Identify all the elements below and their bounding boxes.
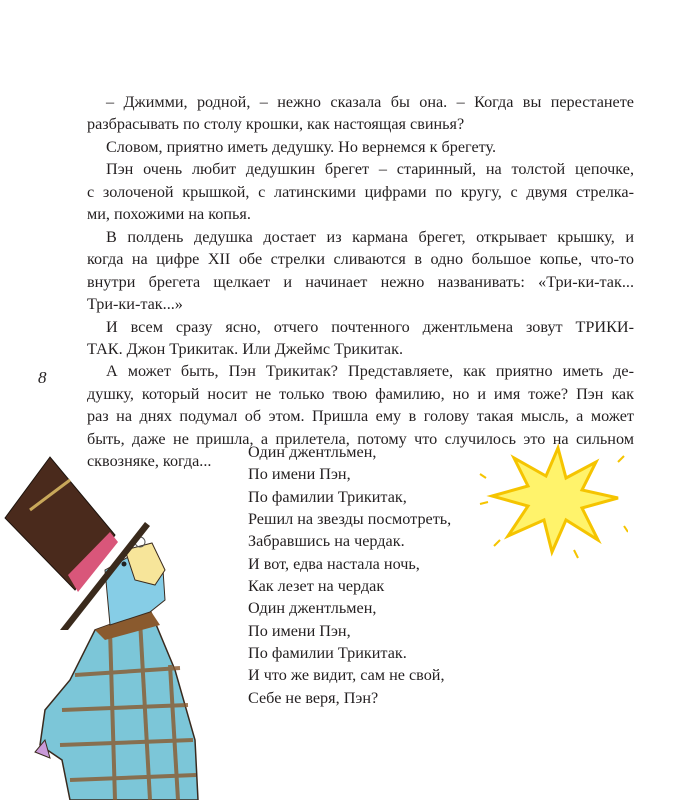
page-number: 8 [38,368,47,387]
prose-line: ми, похожими на копья. [87,205,251,224]
prose-line: В полдень дедушка достает из кармана брегет, открывает крышку, и [106,227,634,246]
gentleman-illustration [0,440,240,800]
head [105,537,165,625]
prose-line: Три-ки-так...» [87,295,183,314]
poem [248,441,451,709]
prose-line: Словом, приятно иметь дедушку. Но вернемся к брегету. [106,137,497,156]
poem-line: По имени Пэн, [248,465,351,484]
poem-line: По имени Пэн, [248,621,351,640]
prose-line: разбрасывать по столу крошки, как настоящая свинья? [87,115,465,134]
poem-line: По фамилии Трикитак, [248,487,407,506]
poem-line: И вот, едва настала ночь, [248,554,420,573]
prose-line: Пэн очень любит дедушкин брегет – старинный, на толстой цепочке, [106,160,634,179]
poem-line: Один джентльмен, [248,599,377,618]
prose-line: внутри брегета щелкает и начинает нежно названивать: «Три-ки-так... [87,272,634,291]
poem-line: Решил на звезды посмотреть, [248,510,452,529]
prose-text [87,91,634,473]
prose-line: А может быть, Пэн Трикитак? Представляете, как приятно иметь де- [106,362,634,381]
poem-line: Забравшись на чердак. [248,532,405,551]
prose-line: сквозняке, когда... [87,452,212,471]
star-illustration [478,440,628,560]
poem-line: Себе не веря, Пэн? [248,688,379,707]
poem-line: Один джентльмен, [248,443,377,461]
prose-line: – Джимми, родной, – нежно сказала бы она. – Когда вы перестанете [106,93,634,111]
prose-line: с золоченой крышкой, с латинскими цифрами по кругу, с двумя стрелка- [87,182,634,201]
prose-line: когда на цифре XII обе стрелки сливаются в одно большое копье, что-то [87,250,634,269]
prose-line: ТАК. Джон Трикитак. Или Джеймс Трикитак. [87,339,403,358]
poem-line: По фамилии Трикитак. [248,644,407,663]
prose-line: душку, который носит не только твою фамилию, но и имя тоже? Пэн как [87,384,634,403]
prose-line: раз на днях подумал об этом. Пришла ему в голову такая мысль, а может [87,407,634,426]
poem-line: Как лезет на чердак [248,577,385,596]
poem-line: И что же видит, сам не свой, [248,666,445,685]
prose-line: И всем сразу ясно, отчего почтенного джентльмена зовут ТРИКИ- [106,317,634,336]
coat [35,610,198,800]
prose-line: быть, даже не пришла, а прилетела, потому что случилось это на сильном [87,429,634,448]
